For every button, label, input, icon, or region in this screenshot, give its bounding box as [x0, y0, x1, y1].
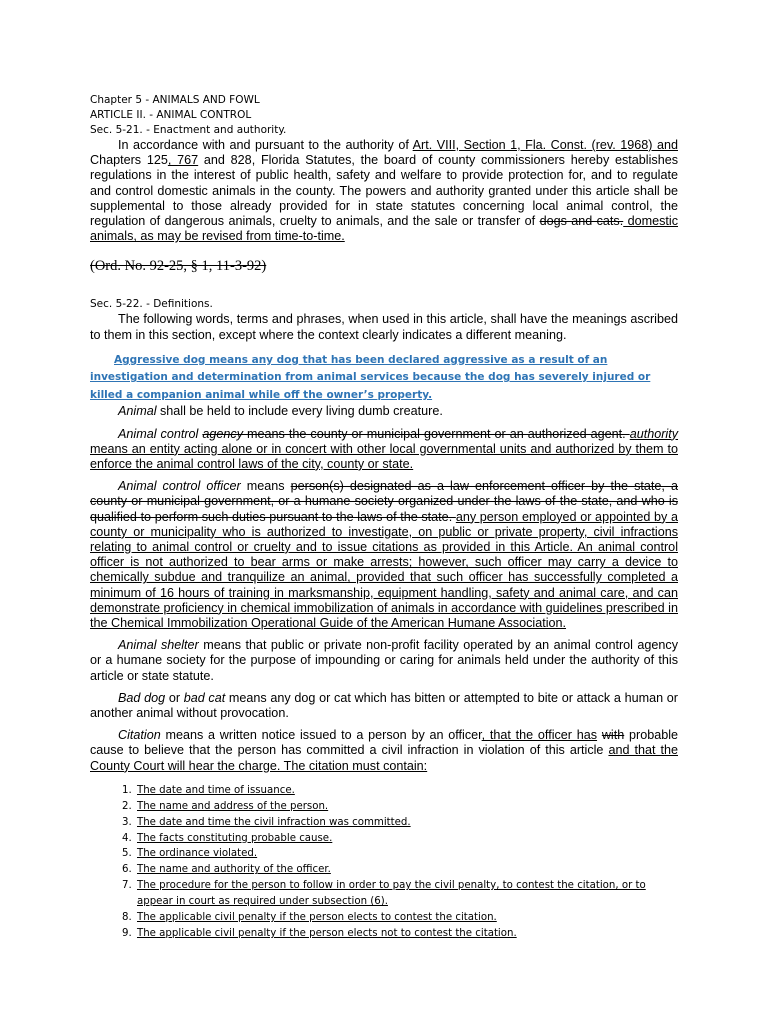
citation-definition: Citation means a written notice issued to a person by an officer, that the officer has with probable cause to believe that the person has committed a civil infraction in violation of this article and that the County Court will hear the charge. The citation must contain: [90, 728, 679, 773]
definitions-intro: The following words, terms and phrases, when used in this article, shall have the meanings ascribed to them in this section, except where the context clearly indicates a different meaning. [90, 312, 678, 342]
list-item: 7. The procedure for the person to follow in order to pay the civil penalty, to contest the citation, or to appear in court as required under subsection (6). [135, 878, 678, 910]
citation-contents-list [90, 783, 678, 942]
list-item: 8. The applicable civil penalty if the person elects to contest the citation. [135, 910, 678, 926]
list-item: 5. The ordinance violated. [135, 846, 678, 862]
list-item: 2. The name and address of the person. [135, 799, 678, 815]
article-heading: ARTICLE II. - ANIMAL CONTROL [90, 109, 252, 121]
list-item: 1. The date and time of issuance. [135, 783, 678, 799]
animal-shelter-definition: Animal shelter means that public or private non-profit facility operated by an animal control agency or a humane society for the purpose of impounding or caring for animals held under the authority of this article or state statute. [90, 638, 679, 683]
section-5-22-title: Sec. 5-22. - Definitions. [90, 298, 213, 311]
list-item: 3. The date and time the civil infraction was committed. [135, 815, 678, 831]
aggressive-dog-definition: Aggressive dog means any dog that has been declared aggressive as a result of an investigation and determination from animal services because the dog has severely injured or killed a companion animal while off the owner’s property. [90, 353, 651, 401]
animal-control-officer-definition: Animal control officer means person(s) designated as a law enforcement officer by the state, a county or municipal government, or a humane society organized under the laws of the state, and who is qualified to perform such duties pursuant to the laws of the state. any person employed or appointed by a county or municipality who is authorized to investigate, on public or private property, civil infractions relating to animal control or cruelty and to issue citations as provided in this Article. An animal control officer is not authorized to bear arms or make arrests; however, such officer may carry a device to chemically subdue and tranquilize an animal, provided that such officer has successfully completed a minimum of 16 hours of training in marksmanship, equipment handling, safety and animal care, and can demonstrate proficiency in chemical immobilization of animals in accordance with guidelines prescribed in the Chemical Immobilization Operational Guide of the American Humane Association. [90, 479, 678, 630]
section-5-21-title: Sec. 5-21. - Enactment and authority. [90, 124, 287, 136]
document-page [90, 93, 678, 942]
list-item: 6. The name and authority of the officer. [135, 862, 678, 878]
ordinance-reference: (Ord. No. 92-25, § 1, 11-3-92) [90, 258, 267, 275]
chapter-heading: Chapter 5 - ANIMALS AND FOWL [90, 94, 260, 106]
list-item: 9. The applicable civil penalty if the person elects not to contest the citation. [135, 926, 678, 942]
animal-definition: Animal shall be held to include every living dumb creature. [118, 404, 443, 419]
animal-control-definition: Animal control agency means the county or municipal government or an authorized agent. authority means an entity acting alone or in concert with other local governmental units and authorized by them to enforce the animal control laws of the city, county or state. [90, 426, 679, 471]
list-item: 4. The facts constituting probable cause. [135, 831, 678, 847]
bad-dog-definition: Bad dog or bad cat means any dog or cat which has bitten or attempted to bite or attack a human or another animal without provocation. [90, 690, 679, 720]
section-5-21-paragraph: In accordance with and pursuant to the authority of Art. VIII, Section 1, Fla. Const. (rev. 1968) and Chapters 125, 767 and 828, Florida Statutes, the board of county commissioners hereby establishes regulations in the interest of public health, safety and welfare to provide protection for, and to regulate and control domestic animals in the county. The powers and authority granted under this article shall be supplemental to those already provided for in state statutes concerning local animal control, the regulation of dangerous animals, cruelty to animals, and the sale or transfer of dogs and cats. domestic animals, as may be revised from time-to-time. [90, 138, 678, 244]
